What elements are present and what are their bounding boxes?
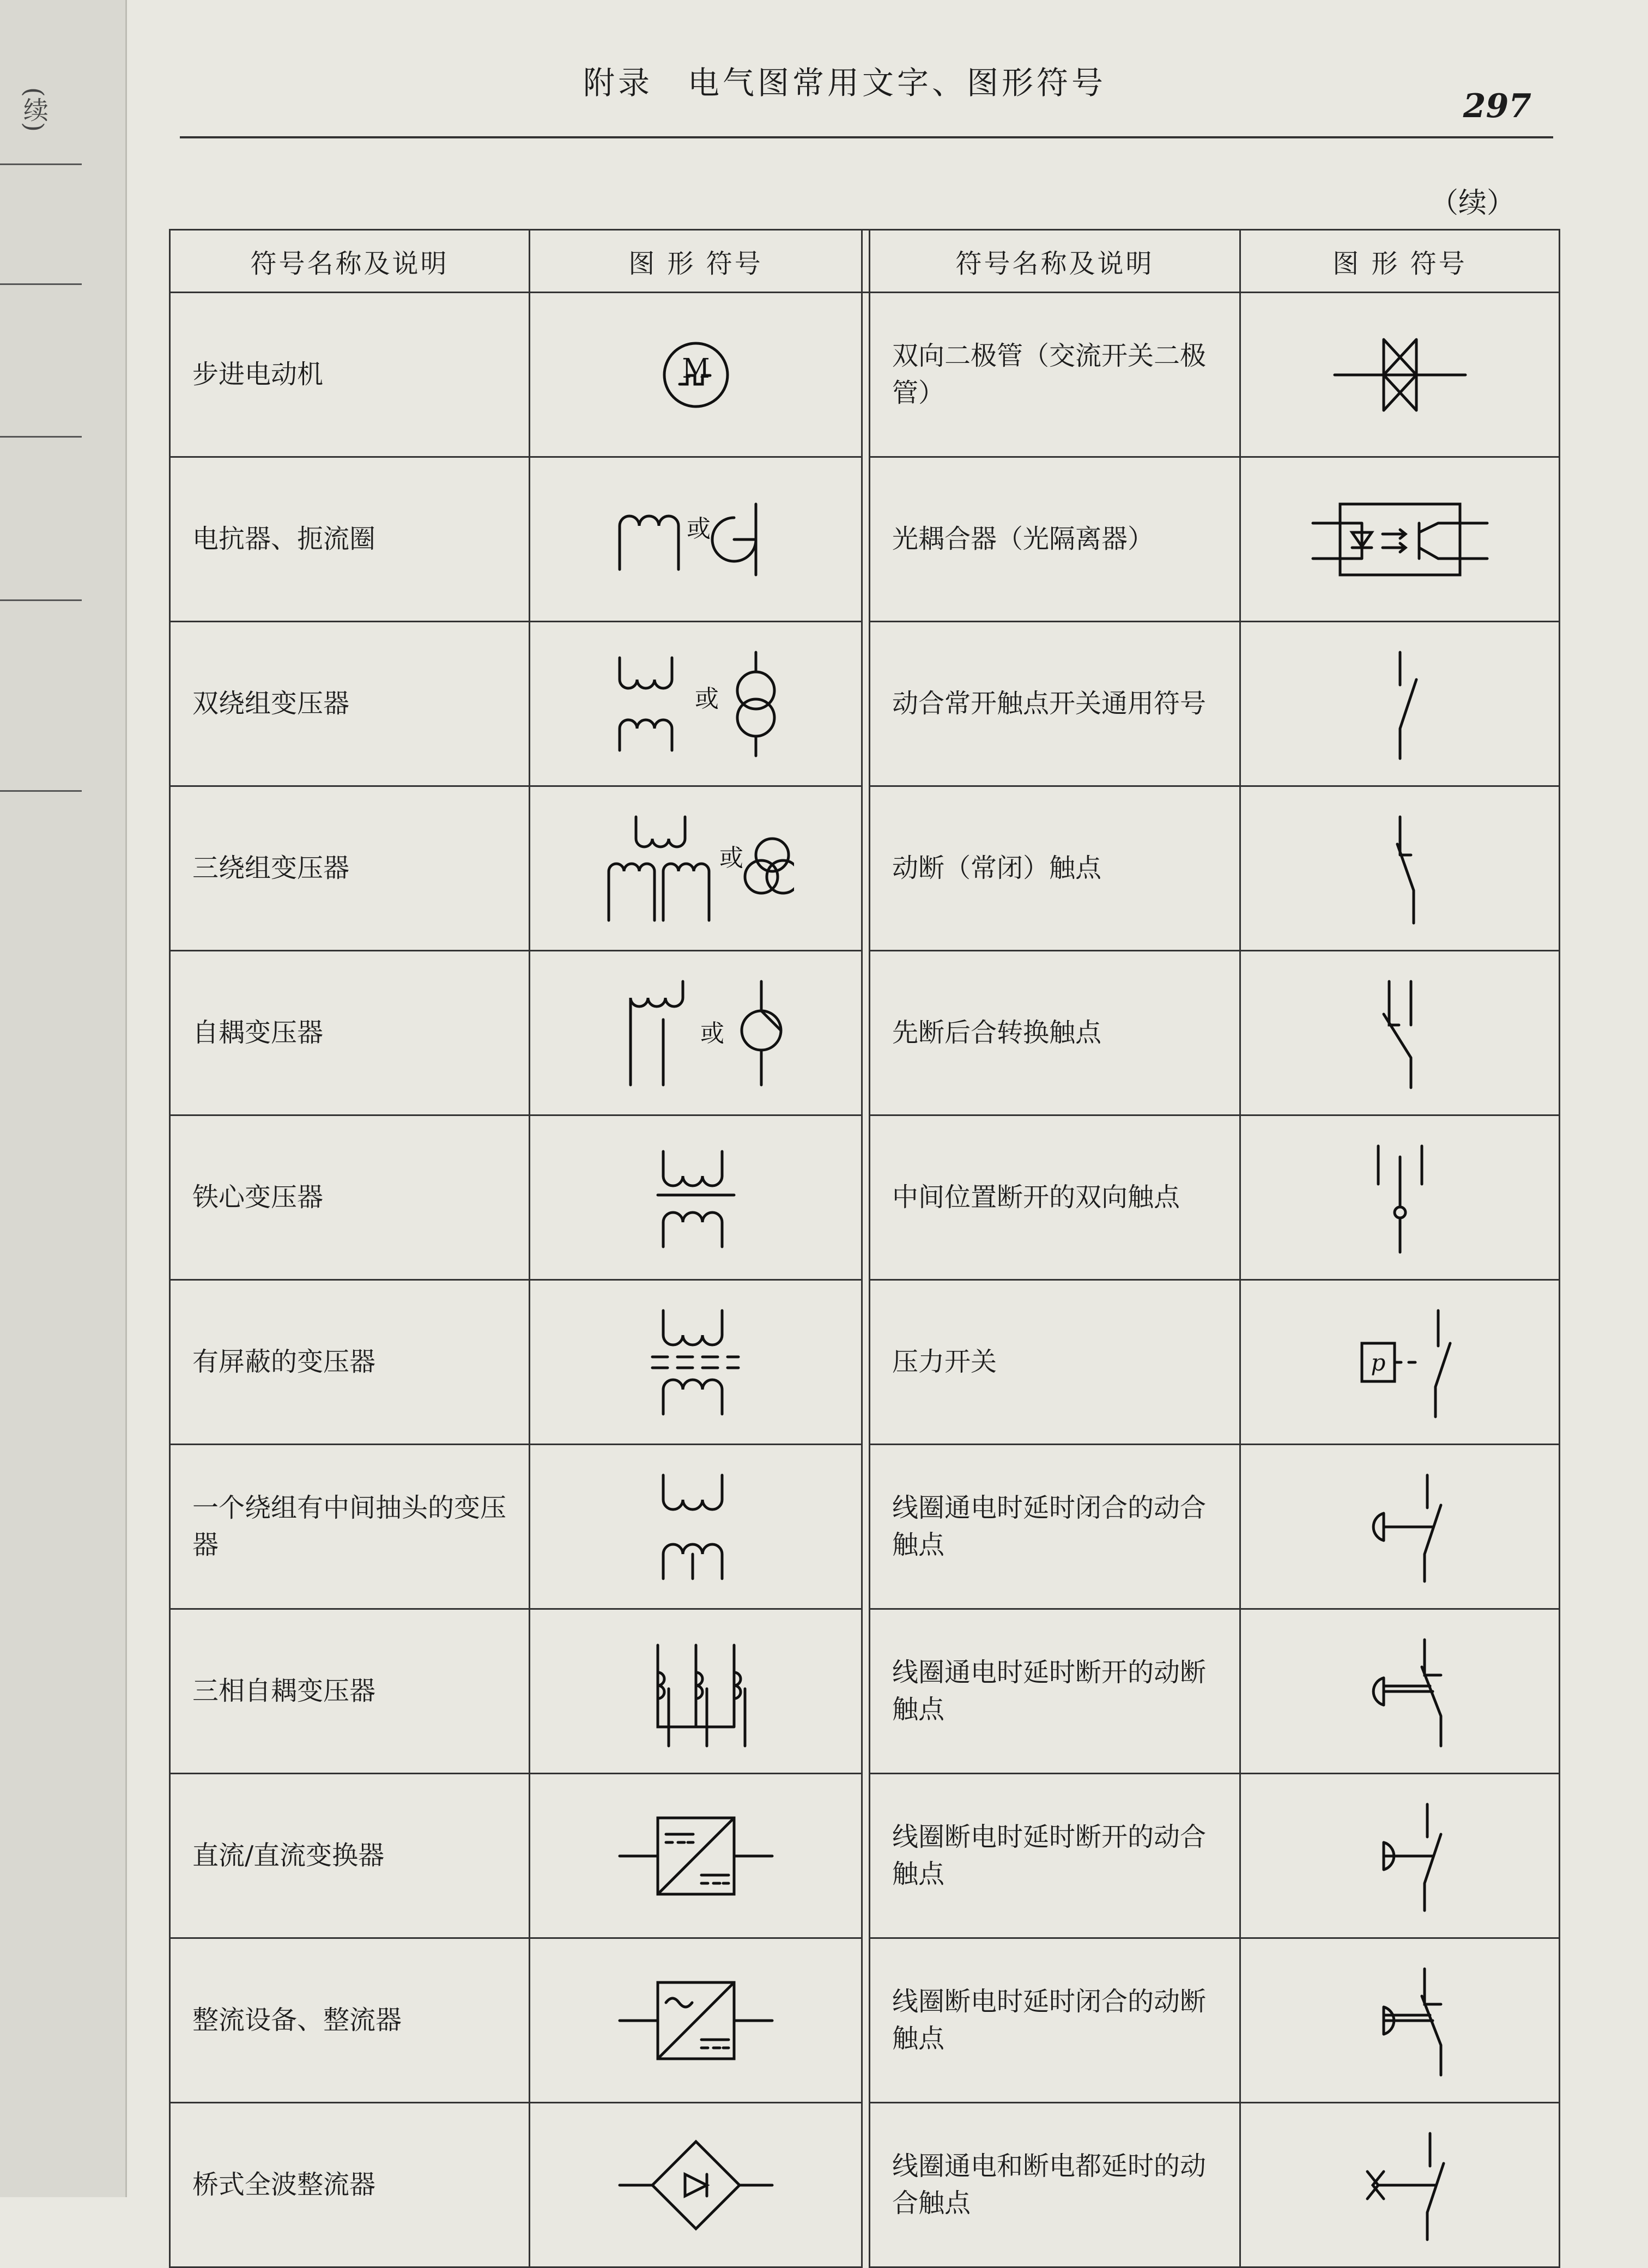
symbol-figure xyxy=(530,1938,862,2103)
on-off-delay-make-contact-symbol xyxy=(1302,2117,1498,2253)
table-row xyxy=(170,1609,1560,1774)
symbol-name: 线圈断电时延时断开的动合触点 xyxy=(870,1774,1240,1938)
iron-core-transformer-symbol xyxy=(598,1130,794,1266)
symbol-name: 先断后合转换触点 xyxy=(870,951,1240,1115)
symbol-name: 双向二极管（交流开关二极管） xyxy=(870,293,1240,457)
bridge-rectifier-symbol xyxy=(598,2117,794,2253)
symbol-figure xyxy=(530,2103,862,2267)
or-text: 或 xyxy=(719,844,743,872)
on-delay-break-contact-symbol xyxy=(1302,1623,1498,1760)
center-tap-transformer-symbol xyxy=(598,1459,794,1595)
three-winding-transformer-symbol xyxy=(598,801,794,937)
or-text: 或 xyxy=(694,684,719,713)
three-phase-autotransformer-symbol xyxy=(598,1623,794,1760)
symbol-name: 动合常开触点开关通用符号 xyxy=(870,622,1240,786)
table-row xyxy=(170,1938,1560,2103)
column-gap xyxy=(862,230,870,293)
symbol-figure xyxy=(1240,2103,1560,2267)
symbol-figure xyxy=(530,1609,862,1774)
symbol-figure xyxy=(1240,622,1560,786)
book-page xyxy=(136,33,1553,2218)
symbol-name: 整流设备、整流器 xyxy=(170,1938,530,2103)
on-delay-make-contact-symbol xyxy=(1302,1459,1498,1595)
symbol-name: 直流/直流变换器 xyxy=(170,1774,530,1938)
margin-rule xyxy=(0,283,82,285)
table-row xyxy=(170,2103,1560,2267)
column-header-name: 符号名称及说明 xyxy=(870,230,1240,293)
symbol-name: 三绕组变压器 xyxy=(170,786,530,951)
two-winding-transformer-symbol xyxy=(598,636,794,772)
margin-rule xyxy=(0,599,82,601)
table-row xyxy=(170,622,1560,786)
table-row xyxy=(170,293,1560,457)
symbol-name: 双绕组变压器 xyxy=(170,622,530,786)
table-row xyxy=(170,786,1560,951)
symbol-figure xyxy=(1240,786,1560,951)
page-number: 297 xyxy=(1463,87,1531,125)
symbol-figure xyxy=(1240,951,1560,1115)
margin-rule xyxy=(0,436,82,438)
or-text: 或 xyxy=(700,1019,724,1047)
shielded-transformer-symbol xyxy=(598,1294,794,1430)
symbol-figure xyxy=(1240,1609,1560,1774)
symbol-name: 线圈通电和断电都延时的动合触点 xyxy=(870,2103,1240,2267)
continued-label: （续） xyxy=(1429,187,1515,220)
reactor-symbol xyxy=(598,471,794,608)
optocoupler-symbol xyxy=(1302,471,1498,608)
symbol-figure xyxy=(1240,1774,1560,1938)
pressure-switch-symbol xyxy=(1302,1294,1498,1430)
symbol-name: 线圈通电时延时断开的动断触点 xyxy=(870,1609,1240,1774)
margin-rule xyxy=(0,790,82,792)
symbol-figure xyxy=(530,622,862,786)
column-header-symbol: 图 形 符号 xyxy=(1240,230,1560,293)
previous-page-edge xyxy=(0,0,127,2197)
table-row xyxy=(170,457,1560,622)
autotransformer-symbol xyxy=(598,965,794,1101)
off-delay-make-contact-symbol xyxy=(1302,1788,1498,1924)
symbol-name: 自耦变压器 xyxy=(170,951,530,1115)
or-text: 或 xyxy=(686,514,711,543)
table-row xyxy=(170,1115,1560,1280)
center-off-contact-symbol xyxy=(1302,1130,1498,1266)
symbol-figure xyxy=(1240,1938,1560,2103)
table-row xyxy=(170,951,1560,1115)
symbol-name: 一个绕组有中间抽头的变压器 xyxy=(170,1445,530,1609)
running-title: 附录 电气图常用文字、图形符号 xyxy=(583,64,1107,101)
pressure-letter: p xyxy=(1371,1349,1385,1376)
symbol-figure xyxy=(530,786,862,951)
symbol-figure xyxy=(530,1115,862,1280)
symbol-name: 线圈断电时延时闭合的动断触点 xyxy=(870,1938,1240,2103)
symbol-figure xyxy=(530,293,862,457)
symbol-table xyxy=(169,229,1560,2268)
symbol-figure xyxy=(530,1774,862,1938)
table-header-row xyxy=(170,230,1560,293)
header-rule xyxy=(180,136,1553,138)
rectifier-symbol xyxy=(598,1952,794,2089)
symbol-name: 电抗器、扼流圈 xyxy=(170,457,530,622)
margin-rule xyxy=(0,163,82,165)
symbol-figure xyxy=(1240,1445,1560,1609)
make-contact-symbol xyxy=(1302,636,1498,772)
symbol-figure xyxy=(530,1280,862,1445)
column-header-symbol: 图 形 符号 xyxy=(530,230,862,293)
symbol-name: 桥式全波整流器 xyxy=(170,2103,530,2267)
table-row xyxy=(170,1280,1560,1445)
symbol-name: 压力开关 xyxy=(870,1280,1240,1445)
motor-letter: M xyxy=(681,352,710,384)
table-row xyxy=(170,1774,1560,1938)
symbol-name: 铁心变压器 xyxy=(170,1115,530,1280)
symbol-name: 三相自耦变压器 xyxy=(170,1609,530,1774)
symbol-figure xyxy=(1240,1280,1560,1445)
bidirectional-diode-symbol xyxy=(1302,307,1498,443)
dc-dc-converter-symbol xyxy=(598,1788,794,1924)
symbol-figure xyxy=(530,457,862,622)
break-contact-symbol xyxy=(1302,801,1498,937)
symbol-figure xyxy=(530,1445,862,1609)
symbol-name: 步进电动机 xyxy=(170,293,530,457)
changeover-contact-symbol xyxy=(1302,965,1498,1101)
off-delay-break-contact-symbol xyxy=(1302,1952,1498,2089)
column-header-name: 符号名称及说明 xyxy=(170,230,530,293)
symbol-name: 有屏蔽的变压器 xyxy=(170,1280,530,1445)
symbol-name: 动断（常闭）触点 xyxy=(870,786,1240,951)
symbol-name: 线圈通电时延时闭合的动合触点 xyxy=(870,1445,1240,1609)
symbol-figure xyxy=(1240,457,1560,622)
symbol-name: 光耦合器（光隔离器） xyxy=(870,457,1240,622)
symbol-figure xyxy=(1240,1115,1560,1280)
symbol-figure xyxy=(530,951,862,1115)
table-row xyxy=(170,1445,1560,1609)
stepper-motor-symbol xyxy=(598,307,794,443)
margin-note: (续) xyxy=(20,87,49,132)
symbol-figure xyxy=(1240,293,1560,457)
symbol-name: 中间位置断开的双向触点 xyxy=(870,1115,1240,1280)
